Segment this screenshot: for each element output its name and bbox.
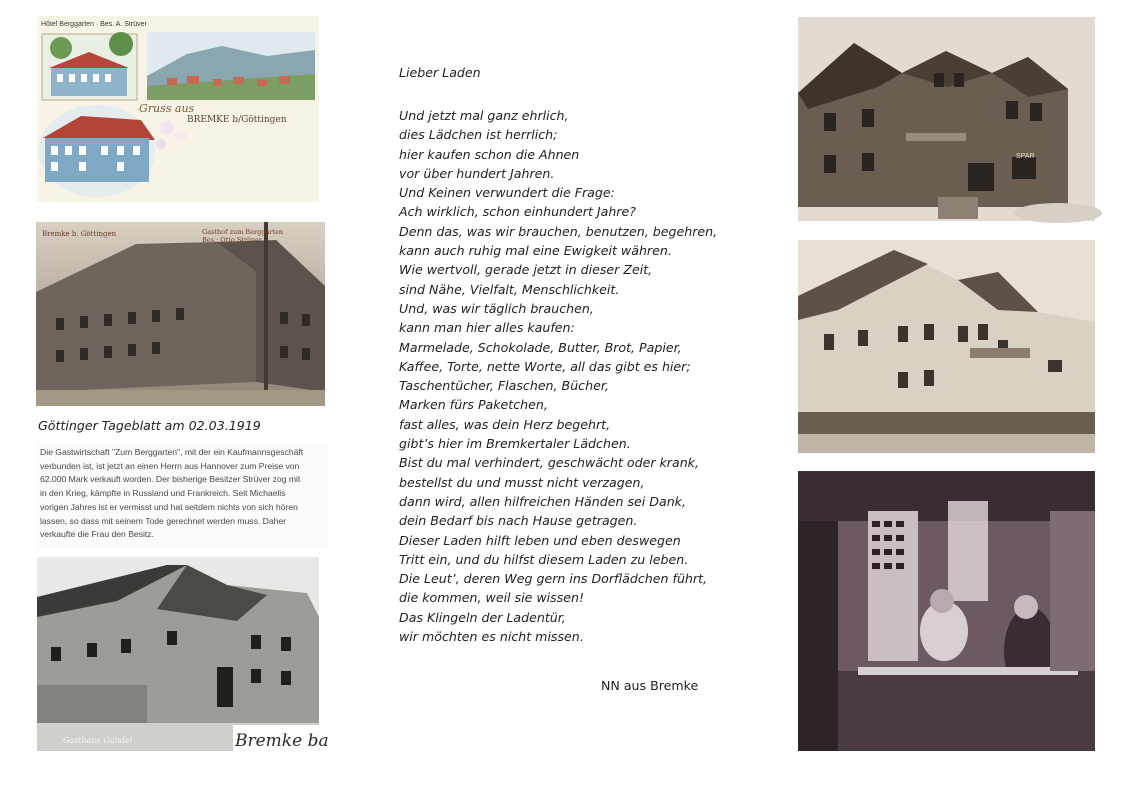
poem-title: Lieber Laden bbox=[399, 65, 481, 80]
clipping-line: verkaufte die Frau den Besitz. bbox=[40, 529, 154, 540]
poem-line: Kaffee, Torte, nette Worte, all das gibt es hier; bbox=[399, 358, 691, 374]
clipping-line: lassen, so dass mit seinem Tode gerechnet werden muss. Daher bbox=[40, 515, 287, 526]
poem-line: Denn das, was wir brauchen, benutzen, begehren, bbox=[399, 223, 718, 239]
newspaper-clipping bbox=[37, 444, 329, 548]
poem-line: Bist du mal verhindert, geschwächt oder krank, bbox=[399, 455, 699, 471]
poem-line: fast alles, was dein Herz begehrt, bbox=[399, 416, 611, 432]
poem-line: kann man hier alles kaufen: bbox=[399, 320, 575, 336]
poem-line: kann auch ruhig mal eine Ewigkeit währen. bbox=[399, 243, 672, 259]
clipping-line: verbunden ist, ist jetzt an einen Herrn aus Hannover zum Preise von bbox=[40, 460, 300, 471]
postcard-image bbox=[37, 16, 319, 202]
photo-caption-right-2: Bes.: Otto Strüver bbox=[202, 236, 262, 244]
photo-caption-left: Bremke b. Göttingen bbox=[42, 230, 117, 238]
clipping-line: 62.000 Mark verkauft worden. Der bisherige Besitzer Strüver zog mit bbox=[40, 474, 301, 485]
poem-line: Marmelade, Schokolade, Butter, Brot, Papier, bbox=[399, 339, 682, 355]
newspaper-caption: Göttinger Tageblatt am 02.03.1919 bbox=[38, 418, 261, 433]
postcard-place: BREMKE b/Göttingen bbox=[187, 115, 287, 125]
poem-body bbox=[399, 106, 717, 646]
poem-line: dies Lädchen ist herrlich; bbox=[399, 127, 558, 143]
poem-line: Taschentücher, Flaschen, Bücher, bbox=[399, 378, 609, 394]
poem-line: hier kaufen schon die Ahnen bbox=[399, 146, 580, 162]
poem-line: die kommen, weil sie wissen! bbox=[399, 590, 585, 606]
poem-line: Das Klingeln der Ladentür, bbox=[399, 609, 566, 625]
clipping-line: vorigen Jahres ist er vermisst und hat seitdem nichts von sich hören bbox=[40, 501, 298, 512]
poem-line: gibt’s hier im Bremkertaler Lädchen. bbox=[399, 436, 631, 452]
poem-line: Tritt ein, und du hilfst diesem Laden zu leben. bbox=[399, 551, 689, 567]
clipping-line: in den Krieg, kämpfte in Russland und Frankreich. Seit Michaelis bbox=[40, 488, 286, 499]
photo-caption-right-1: Gasthof zum Berggarten bbox=[202, 228, 284, 236]
poem-line: Wie wertvoll, gerade jetzt in dieser Zeit, bbox=[399, 262, 653, 278]
poem-line: vor über hundert Jahren. bbox=[399, 165, 555, 181]
poem-line: Ach wirklich, schon einhundert Jahre? bbox=[399, 204, 636, 220]
historic-photo-gasthaus bbox=[37, 557, 329, 751]
poem-line: dein Bedarf bis nach Hause getragen. bbox=[399, 513, 638, 529]
postcard-greeting: Gruss aus bbox=[139, 102, 195, 115]
postcard-header: Hôtel Berggarten · Bes. A. Strüver bbox=[41, 21, 147, 28]
spar-sign: SPAR bbox=[1016, 153, 1035, 160]
photo-shop-building-white bbox=[798, 240, 1095, 453]
historic-photo-gasthof bbox=[36, 222, 325, 406]
photo-shop-interior bbox=[798, 471, 1095, 751]
poem-line: wir möchten es nicht missen. bbox=[399, 629, 584, 645]
poem-line: Und jetzt mal ganz ehrlich, bbox=[399, 108, 569, 123]
poem-line: Die Leut’, deren Weg gern ins Dorflädchen führt, bbox=[399, 571, 708, 587]
poem-line: Marken fürs Paketchen, bbox=[399, 397, 548, 413]
photo-caption-bottom-left: Gasthaus Gundel bbox=[63, 736, 133, 745]
photo-shop-building-sepia bbox=[798, 17, 1095, 221]
poem-line: sind Nähe, Vielfalt, Menschlichkeit. bbox=[399, 281, 620, 297]
poem-line: Dieser Laden hilft leben und eben deswegen bbox=[399, 532, 681, 548]
photo-caption-bottom-right: Bremke ba bbox=[235, 731, 329, 751]
poem-line: dann wird, allen hilfreichen Händen sei Dank, bbox=[399, 493, 686, 509]
poem-line: Und Keinen verwundert die Frage: bbox=[399, 185, 615, 201]
poem-line: bestellst du und musst nicht verzagen, bbox=[399, 474, 645, 490]
clipping-line: Die Gastwirtschaft "Zum Berggarten", mit der ein Kaufmannsgeschäft bbox=[40, 447, 304, 457]
poem-signature: NN aus Bremke bbox=[601, 678, 699, 693]
poem-line: Und, was wir täglich brauchen, bbox=[399, 300, 594, 316]
